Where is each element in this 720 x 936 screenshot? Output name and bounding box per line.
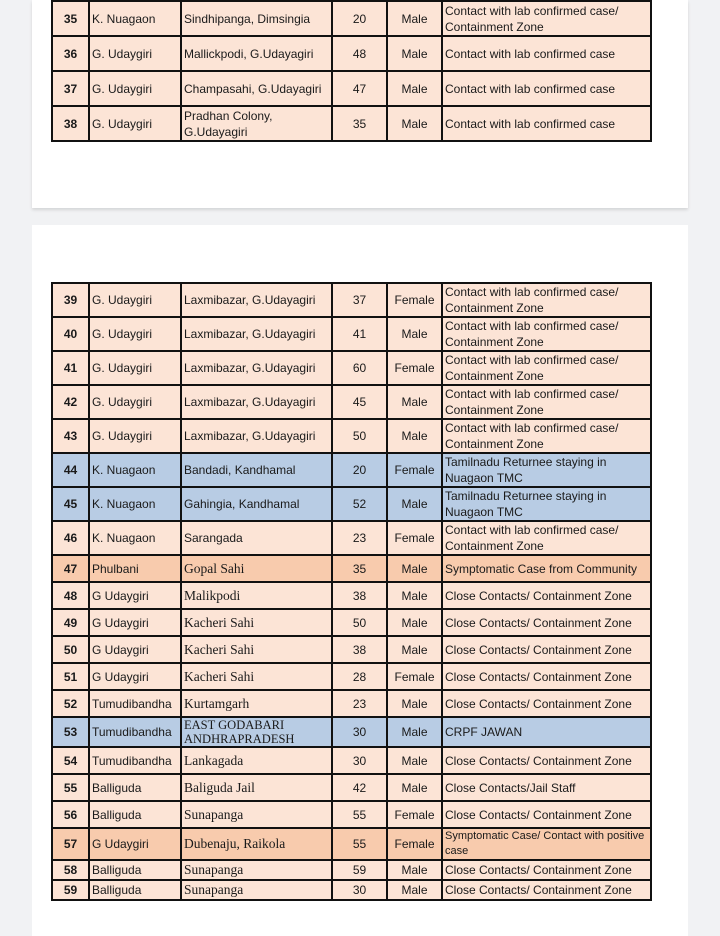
area-name: Pradhan Colony, G.Udayagiri bbox=[181, 106, 332, 141]
area-name: Dubenaju, Raikola bbox=[181, 828, 332, 860]
infection-source: Close Contacts/ Containment Zone bbox=[442, 609, 651, 636]
infection-source: Close Contacts/ Containment Zone bbox=[442, 880, 651, 900]
patient-sex: Male bbox=[387, 860, 442, 880]
case-number: 54 bbox=[52, 747, 89, 774]
patient-sex: Male bbox=[387, 747, 442, 774]
case-table bbox=[51, 0, 652, 142]
infection-source: Contact with lab confirmed case/ Containment Zone bbox=[442, 419, 651, 453]
block-name: G. Udaygiri bbox=[89, 283, 181, 317]
patient-age: 42 bbox=[332, 774, 387, 801]
area-name: EAST GODABARI ANDHRAPRADESH bbox=[181, 717, 332, 747]
table-row bbox=[52, 317, 651, 351]
case-number: 35 bbox=[52, 1, 89, 36]
block-name: G Udaygiri bbox=[89, 582, 181, 609]
block-name: K. Nuagaon bbox=[89, 453, 181, 487]
case-number: 42 bbox=[52, 385, 89, 419]
infection-source: Contact with lab confirmed case bbox=[442, 36, 651, 71]
patient-sex: Male bbox=[387, 106, 442, 141]
patient-sex: Female bbox=[387, 521, 442, 555]
block-name: G. Udaygiri bbox=[89, 36, 181, 71]
infection-source: Close Contacts/ Containment Zone bbox=[442, 801, 651, 828]
patient-sex: Male bbox=[387, 636, 442, 663]
case-number: 36 bbox=[52, 36, 89, 71]
patient-age: 28 bbox=[332, 663, 387, 690]
table-row bbox=[52, 555, 651, 582]
table-row bbox=[52, 385, 651, 419]
table-row bbox=[52, 880, 651, 900]
block-name: K. Nuagaon bbox=[89, 487, 181, 521]
area-name: Kacheri Sahi bbox=[181, 636, 332, 663]
block-name: G. Udaygiri bbox=[89, 317, 181, 351]
table-row bbox=[52, 1, 651, 36]
block-name: G Udaygiri bbox=[89, 828, 181, 860]
case-number: 51 bbox=[52, 663, 89, 690]
case-number: 40 bbox=[52, 317, 89, 351]
infection-source: Contact with lab confirmed case bbox=[442, 106, 651, 141]
area-name: Lankagada bbox=[181, 747, 332, 774]
block-name: Tumudibandha bbox=[89, 747, 181, 774]
area-name: Champasahi, G.Udayagiri bbox=[181, 71, 332, 106]
table-row bbox=[52, 636, 651, 663]
block-name: G. Udaygiri bbox=[89, 351, 181, 385]
area-name: Laxmibazar, G.Udayagiri bbox=[181, 317, 332, 351]
patient-sex: Male bbox=[387, 774, 442, 801]
infection-source: Close Contacts/ Containment Zone bbox=[442, 747, 651, 774]
document-page-1 bbox=[32, 0, 688, 208]
table-row bbox=[52, 419, 651, 453]
patient-age: 30 bbox=[332, 747, 387, 774]
patient-sex: Male bbox=[387, 717, 442, 747]
case-number: 41 bbox=[52, 351, 89, 385]
table-row bbox=[52, 717, 651, 747]
patient-sex: Female bbox=[387, 663, 442, 690]
patient-age: 60 bbox=[332, 351, 387, 385]
block-name: Tumudibandha bbox=[89, 690, 181, 717]
area-name: Sunapanga bbox=[181, 801, 332, 828]
case-number: 48 bbox=[52, 582, 89, 609]
case-number: 52 bbox=[52, 690, 89, 717]
patient-sex: Female bbox=[387, 828, 442, 860]
block-name: G Udaygiri bbox=[89, 663, 181, 690]
patient-age: 38 bbox=[332, 636, 387, 663]
table-row bbox=[52, 582, 651, 609]
patient-age: 47 bbox=[332, 71, 387, 106]
patient-age: 38 bbox=[332, 582, 387, 609]
infection-source: Contact with lab confirmed case/ Containment Zone bbox=[442, 351, 651, 385]
area-name: Laxmibazar, G.Udayagiri bbox=[181, 283, 332, 317]
case-number: 53 bbox=[52, 717, 89, 747]
block-name: G. Udaygiri bbox=[89, 419, 181, 453]
table-row bbox=[52, 453, 651, 487]
table-row bbox=[52, 487, 651, 521]
case-number: 56 bbox=[52, 801, 89, 828]
area-name: Malikpodi bbox=[181, 582, 332, 609]
patient-age: 30 bbox=[332, 717, 387, 747]
infection-source: Contact with lab confirmed case bbox=[442, 71, 651, 106]
table-row bbox=[52, 71, 651, 106]
patient-age: 23 bbox=[332, 690, 387, 717]
area-name: Laxmibazar, G.Udayagiri bbox=[181, 351, 332, 385]
infection-source: Close Contacts/ Containment Zone bbox=[442, 690, 651, 717]
patient-age: 37 bbox=[332, 283, 387, 317]
patient-age: 55 bbox=[332, 801, 387, 828]
patient-age: 50 bbox=[332, 419, 387, 453]
infection-source: Contact with lab confirmed case/ Containment Zone bbox=[442, 1, 651, 36]
patient-sex: Female bbox=[387, 283, 442, 317]
case-number: 39 bbox=[52, 283, 89, 317]
block-name: Tumudibandha bbox=[89, 717, 181, 747]
case-number: 37 bbox=[52, 71, 89, 106]
table-row bbox=[52, 860, 651, 880]
patient-sex: Male bbox=[387, 555, 442, 582]
block-name: Balliguda bbox=[89, 801, 181, 828]
patient-age: 52 bbox=[332, 487, 387, 521]
table-row bbox=[52, 36, 651, 71]
case-number: 38 bbox=[52, 106, 89, 141]
infection-source: Close Contacts/ Containment Zone bbox=[442, 663, 651, 690]
case-number: 49 bbox=[52, 609, 89, 636]
infection-source: Contact with lab confirmed case/ Containment Zone bbox=[442, 521, 651, 555]
infection-source: Contact with lab confirmed case/ Containment Zone bbox=[442, 385, 651, 419]
block-name: Phulbani bbox=[89, 555, 181, 582]
patient-age: 35 bbox=[332, 106, 387, 141]
infection-source: Contact with lab confirmed case/ Containment Zone bbox=[442, 317, 651, 351]
patient-sex: Male bbox=[387, 880, 442, 900]
area-name: Kurtamgarh bbox=[181, 690, 332, 717]
patient-age: 45 bbox=[332, 385, 387, 419]
area-name: Sarangada bbox=[181, 521, 332, 555]
patient-age: 59 bbox=[332, 860, 387, 880]
patient-sex: Female bbox=[387, 351, 442, 385]
infection-source: Symptomatic Case/ Contact with positive case bbox=[442, 828, 651, 860]
area-name: Kacheri Sahi bbox=[181, 663, 332, 690]
table-row bbox=[52, 663, 651, 690]
patient-sex: Male bbox=[387, 609, 442, 636]
area-name: Mallickpodi, G.Udayagiri bbox=[181, 36, 332, 71]
patient-sex: Male bbox=[387, 487, 442, 521]
area-name: Sindhipanga, Dimsingia bbox=[181, 1, 332, 36]
patient-age: 30 bbox=[332, 880, 387, 900]
infection-source: Tamilnadu Returnee staying in Nuagaon TMC bbox=[442, 487, 651, 521]
area-name: Bandadi, Kandhamal bbox=[181, 453, 332, 487]
block-name: G Udaygiri bbox=[89, 636, 181, 663]
table-row bbox=[52, 521, 651, 555]
table-row bbox=[52, 690, 651, 717]
patient-sex: Male bbox=[387, 385, 442, 419]
case-number: 45 bbox=[52, 487, 89, 521]
area-name: Laxmibazar, G.Udayagiri bbox=[181, 385, 332, 419]
patient-age: 41 bbox=[332, 317, 387, 351]
case-number: 46 bbox=[52, 521, 89, 555]
case-number: 44 bbox=[52, 453, 89, 487]
block-name: Balliguda bbox=[89, 880, 181, 900]
patient-sex: Male bbox=[387, 1, 442, 36]
patient-age: 48 bbox=[332, 36, 387, 71]
patient-sex: Male bbox=[387, 582, 442, 609]
case-number: 58 bbox=[52, 860, 89, 880]
table-row bbox=[52, 351, 651, 385]
patient-sex: Male bbox=[387, 419, 442, 453]
area-name: Kacheri Sahi bbox=[181, 609, 332, 636]
table-row bbox=[52, 801, 651, 828]
table-row bbox=[52, 774, 651, 801]
infection-source: Tamilnadu Returnee staying in Nuagaon TMC bbox=[442, 453, 651, 487]
patient-sex: Male bbox=[387, 71, 442, 106]
table-row bbox=[52, 106, 651, 141]
patient-sex: Male bbox=[387, 36, 442, 71]
case-number: 59 bbox=[52, 880, 89, 900]
area-name: Baliguda Jail bbox=[181, 774, 332, 801]
infection-source: Close Contacts/ Containment Zone bbox=[442, 582, 651, 609]
area-name: Gopal Sahi bbox=[181, 555, 332, 582]
case-number: 57 bbox=[52, 828, 89, 860]
table-row bbox=[52, 283, 651, 317]
case-number: 50 bbox=[52, 636, 89, 663]
area-name: Gahingia, Kandhamal bbox=[181, 487, 332, 521]
patient-age: 20 bbox=[332, 453, 387, 487]
block-name: G Udaygiri bbox=[89, 609, 181, 636]
document-page-2 bbox=[32, 225, 688, 936]
case-table bbox=[51, 282, 652, 901]
area-name: Sunapanga bbox=[181, 860, 332, 880]
infection-source: Close Contacts/ Containment Zone bbox=[442, 860, 651, 880]
case-number: 55 bbox=[52, 774, 89, 801]
patient-sex: Female bbox=[387, 453, 442, 487]
case-number: 47 bbox=[52, 555, 89, 582]
table-row bbox=[52, 609, 651, 636]
infection-source: Close Contacts/ Containment Zone bbox=[442, 636, 651, 663]
infection-source: Contact with lab confirmed case/ Containment Zone bbox=[442, 283, 651, 317]
block-name: G. Udaygiri bbox=[89, 106, 181, 141]
patient-age: 55 bbox=[332, 828, 387, 860]
patient-age: 20 bbox=[332, 1, 387, 36]
infection-source: Close Contacts/Jail Staff bbox=[442, 774, 651, 801]
block-name: G. Udaygiri bbox=[89, 385, 181, 419]
block-name: G. Udaygiri bbox=[89, 71, 181, 106]
table-row bbox=[52, 747, 651, 774]
infection-source: CRPF JAWAN bbox=[442, 717, 651, 747]
block-name: Balliguda bbox=[89, 860, 181, 880]
block-name: K. Nuagaon bbox=[89, 1, 181, 36]
patient-sex: Male bbox=[387, 690, 442, 717]
patient-sex: Male bbox=[387, 317, 442, 351]
case-number: 43 bbox=[52, 419, 89, 453]
patient-age: 23 bbox=[332, 521, 387, 555]
patient-age: 50 bbox=[332, 609, 387, 636]
infection-source: Symptomatic Case from Community bbox=[442, 555, 651, 582]
area-name: Sunapanga bbox=[181, 880, 332, 900]
block-name: K. Nuagaon bbox=[89, 521, 181, 555]
area-name: Laxmibazar, G.Udayagiri bbox=[181, 419, 332, 453]
table-row bbox=[52, 828, 651, 860]
patient-sex: Female bbox=[387, 801, 442, 828]
patient-age: 35 bbox=[332, 555, 387, 582]
block-name: Balliguda bbox=[89, 774, 181, 801]
